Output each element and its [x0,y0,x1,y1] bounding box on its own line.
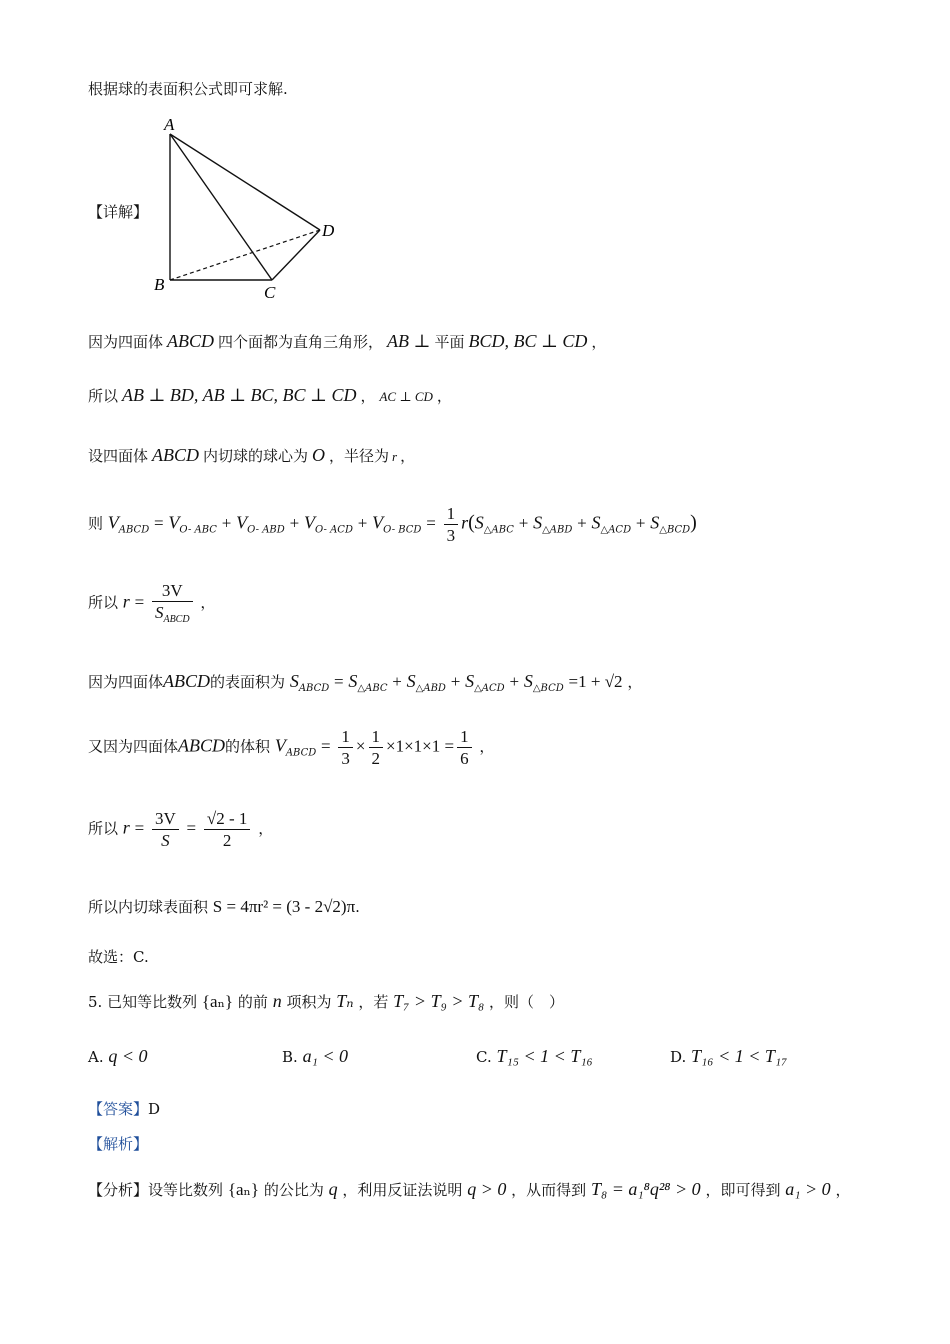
vertex-label-b: B [154,275,165,294]
answer-line: 【答案】D [88,1100,161,1118]
volume-value-line: 又因为四面体ABCD的体积 $V_{ABCD}$ = $\frac{1}{3}$ × $\frac{1}{2}$ ×1×1×1 = $\frac{1}{6}$ ， [88,727,495,768]
line-1: 因为四面体 ABCD 四个面都为直角三角形， AB ⊥ 平面 BCD, BC ⊥ CD ， [88,331,607,351]
question-5: 5. 已知等比数列 {aₙ} 的前 n 项积为 Tₙ ，若 T₇ > T₉ > T₈ ，则（ ） [88,991,565,1011]
choice-line: 故选：C. [88,948,149,966]
option-b[interactable]: B. a₁ < 0 [282,1046,348,1066]
line-5: 所以 r = $\frac{3V}{S_{ABCD}}$ ， [88,581,216,625]
fraction-one-third: $\frac{1}{3}$ [444,505,459,544]
line-3: 设四面体 ABCD 内切球的球心为 O ，半径为 r ， [88,445,416,465]
option-c[interactable]: C. T₁₅ < 1 < T₁₆ [476,1046,593,1066]
vertex-label-d: D [322,221,335,240]
volume-equation: 则 $V_{ABCD} = V_{O- ABC} + V_{O- ABD} + V_{O- ACD} + V_{O- BCD}$ = $\frac{1}{3}$ $r(S_{\triangle ABC} + S_{\triangle ABD} + S_{\triangle ACD} + S_{\triangle BCD})$ [88,504,697,545]
line-2: 所以 AB ⊥ BD, AB ⊥ BC, BC ⊥ CD ， AC ⊥ CD ， [88,385,452,405]
option-a[interactable]: A. q < 0 [88,1046,148,1066]
analysis-line: 【分析】设等比数列 {aₙ} 的公比为 q ，利用反证法说明 q > 0 ，从而得到 T₈ = a₁⁸q²⁸ > 0 ，即可得到 a₁ > 0 ， [88,1179,851,1199]
surface-area-equation: 因为四面体ABCD的表面积为 $S_{ABCD} = S_{\triangle ABC} + S_{\triangle ABD} + S_{\triangle ACD} + S_{\triangle BCD} =1 + √2$ ， [88,671,643,694]
fraction-3v-over-s: $\frac{3V}{S_{ABCD}}$ [152,582,193,625]
option-d[interactable]: D. T₁₆ < 1 < T₁₇ [670,1046,788,1066]
vertex-label-c: C [264,283,276,302]
intro-text: 根据球的表面积公式即可求解. [88,80,288,98]
sphere-area-line: 所以内切球表面积 S = 4πr² = (3 - 2√2)π. [88,897,360,916]
tetrahedron-figure [150,112,350,307]
analysis-label: 【解析】 [88,1135,149,1153]
detail-label: 【详解】 [88,203,149,221]
radius-value-line: 所以 r = $\frac{3V}{S}$ = $\frac{√2 - 1}{2}$ ， [88,809,274,850]
vertex-label-a: A [164,115,175,134]
